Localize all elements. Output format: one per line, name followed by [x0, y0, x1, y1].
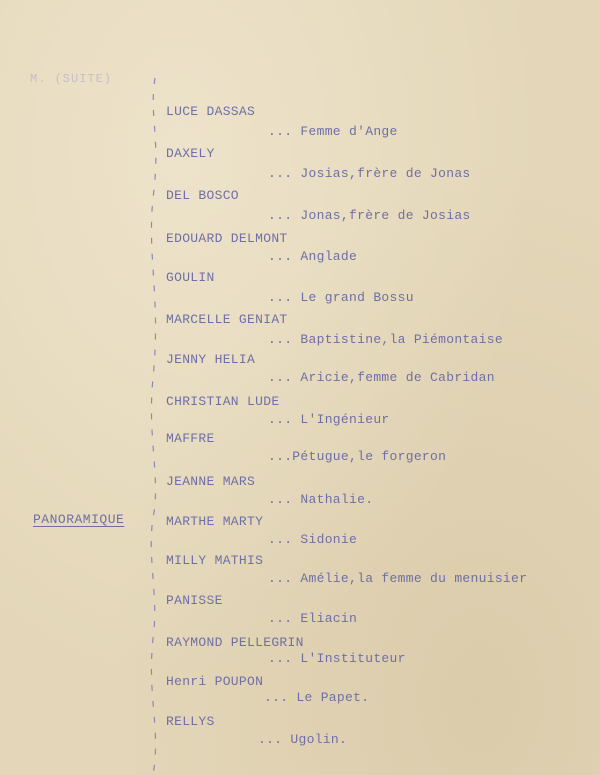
cast-actor-name: MAFFRE [166, 431, 215, 446]
cast-role-name: ... Le grand Bossu [268, 290, 414, 305]
cast-actor-name: RELLYS [166, 714, 215, 729]
faded-header-text: M. (SUITE) [30, 72, 113, 86]
cast-role-name: ...Pétugue,le forgeron [268, 449, 447, 464]
cast-role-name: ... Le Papet. [264, 690, 370, 705]
cast-role-name: ... Sidonie [268, 532, 358, 547]
cast-role-name: ... Anglade [268, 249, 358, 264]
cast-role-name: ... Amélie,la femme du menuisier [268, 571, 528, 586]
cast-actor-name: LUCE DASSAS [166, 104, 256, 119]
cast-actor-name: CHRISTIAN LUDE [166, 394, 280, 409]
cast-actor-name: PANISSE [166, 593, 223, 608]
cast-role-name: ... Eliacin [268, 611, 358, 626]
cast-role-name: ... Nathalie. [268, 492, 374, 507]
cast-actor-name: MARCELLE GENIAT [166, 312, 288, 327]
cast-actor-name: JEANNE MARS [166, 474, 256, 489]
section-label-panoramique: PANORAMIQUE [33, 512, 125, 527]
cast-actor-name: MARTHE MARTY [166, 514, 264, 529]
cast-actor-name: MILLY MATHIS [166, 553, 264, 568]
cast-role-name: ... Ugolin. [258, 732, 348, 747]
cast-actor-name: DAXELY [166, 146, 215, 161]
cast-actor-name: JENNY HELIA [166, 352, 256, 367]
typed-bracket [145, 78, 167, 775]
cast-actor-name: EDOUARD DELMONT [166, 231, 288, 246]
cast-role-name: ... Jonas,frère de Josias [268, 208, 471, 223]
cast-actor-name: GOULIN [166, 270, 215, 285]
cast-actor-name: Henri POUPON [166, 674, 264, 689]
cast-actor-name: DEL BOSCO [166, 188, 239, 203]
cast-role-name: ... Femme d'Ange [268, 124, 398, 139]
cast-role-name: ... L'Instituteur [268, 651, 406, 666]
cast-actor-name: RAYMOND PELLEGRIN [166, 635, 304, 650]
cast-role-name: ... Josias,frère de Jonas [268, 166, 471, 181]
cast-role-name: ... L'Ingénieur [268, 412, 390, 427]
cast-role-name: ... Aricie,femme de Cabridan [268, 370, 495, 385]
cast-role-name: ... Baptistine,la Piémontaise [268, 332, 503, 347]
